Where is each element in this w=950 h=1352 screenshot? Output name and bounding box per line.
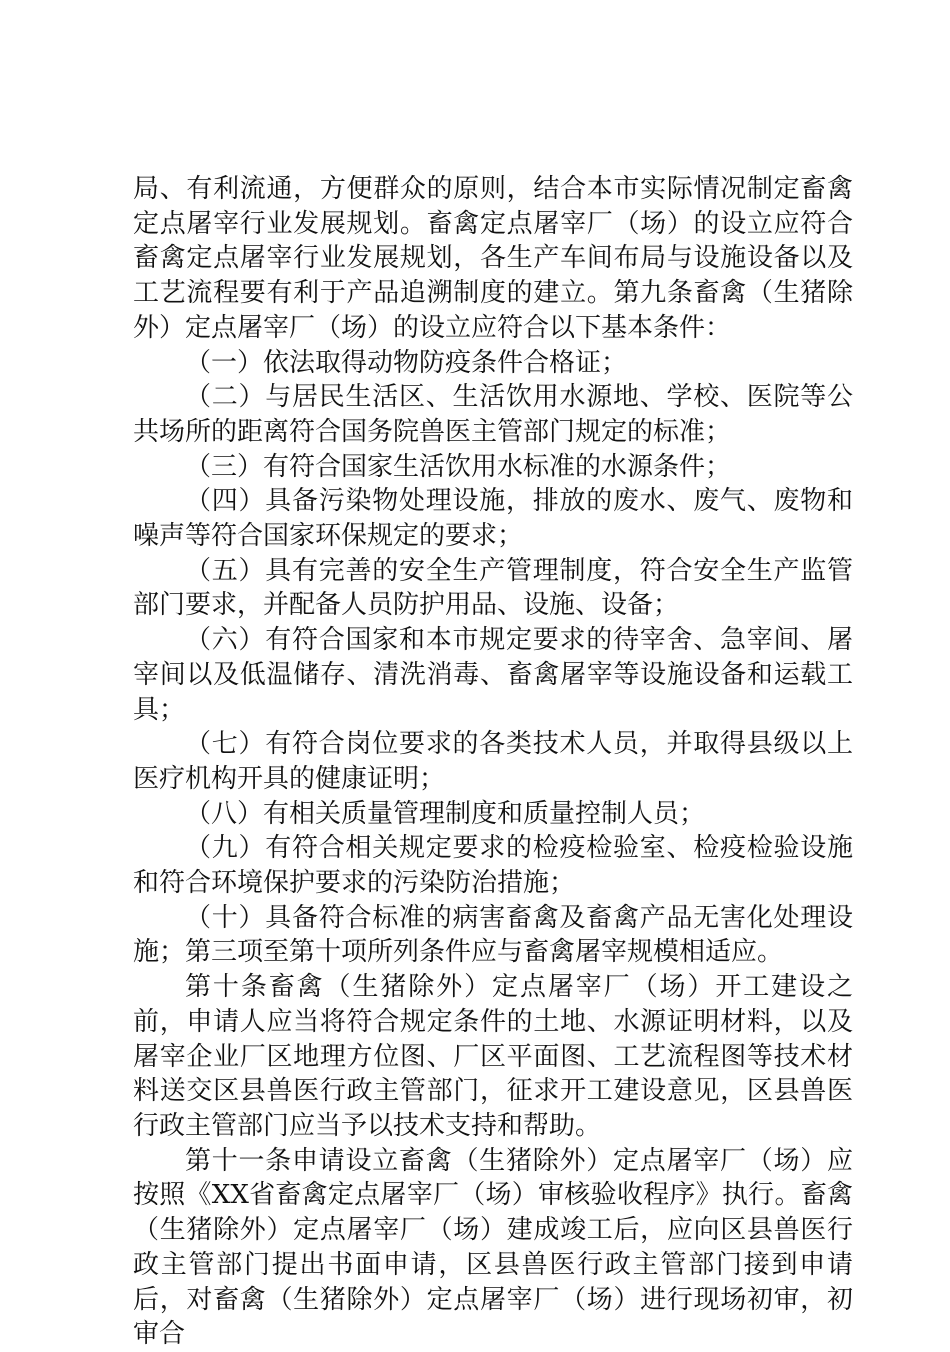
paragraph-condition-8: （八）有相关质量管理制度和质量控制人员； bbox=[185, 798, 706, 829]
paragraph-condition-3: （三）有符合国家生活饮用水标准的水源条件； bbox=[185, 451, 732, 482]
paragraph-condition-10: （十）具备符合标准的病害畜禽及畜禽产品无害化处理设施；第三项至第十项所列条件应与畜禽屠宰规模相适应。 bbox=[133, 902, 853, 968]
paragraph-intro: 局、有利流通，方便群众的原则，结合本市实际情况制定畜禽定点屠宰行业发展规划。畜禽定点屠宰厂（场）的设立应符合畜禽定点屠宰行业发展规划，各生产车间布局与设施设备以及工艺流程要有利于产品追溯制度的建立。第九条畜禽（生猪除外）定点屠宰厂（场）的设立应符合以下基本条件： bbox=[133, 174, 853, 343]
paragraph-condition-9: （九）有符合相关规定要求的检疫检验室、检疫检验设施和符合环境保护要求的污染防治措施； bbox=[133, 833, 853, 899]
document-body bbox=[133, 172, 853, 1352]
paragraph-condition-7: （七）有符合岗位要求的各类技术人员，并取得县级以上医疗机构开具的健康证明； bbox=[133, 729, 853, 794]
paragraph-article-11: 第十一条申请设立畜禽（生猪除外）定点屠宰厂（场）应按照《XX省畜禽定点屠宰厂（场）审核验收程序》执行。畜禽（生猪除外）定点屠宰厂（场）建成竣工后，应向区县兽医行政主管部门提出书面申请，区县兽医行政主管部门接到申请后，对畜禽（生猪除外）定点屠宰厂（场）进行现场初审，初审合 bbox=[133, 1145, 853, 1350]
paragraph-condition-2: （二）与居民生活区、生活饮用水源地、学校、医院等公共场所的距离符合国务院兽医主管部门规定的标准； bbox=[133, 382, 853, 447]
paragraph-condition-4: （四）具备污染物处理设施，排放的废水、废气、废物和噪声等符合国家环保规定的要求； bbox=[133, 486, 853, 552]
paragraph-condition-6: （六）有符合国家和本市规定要求的待宰舍、急宰间、屠宰间以及低温储存、清洗消毒、畜禽屠宰等设施设备和运载工具； bbox=[133, 625, 853, 725]
paragraph-condition-1: （一）依法取得动物防疫条件合格证； bbox=[185, 347, 628, 378]
paragraph-condition-5: （五）具有完善的安全生产管理制度，符合安全生产监管部门要求，并配备人员防护用品、设施、设备； bbox=[133, 555, 853, 621]
paragraph-article-10: 第十条畜禽（生猪除外）定点屠宰厂（场）开工建设之前，申请人应当将符合规定条件的土地、水源证明材料，以及屠宰企业厂区地理方位图、厂区平面图、工艺流程图等技术材料送交区县兽医行政主管部门，征求开工建设意见，区县兽医行政主管部门应当予以技术支持和帮助。 bbox=[133, 972, 853, 1141]
